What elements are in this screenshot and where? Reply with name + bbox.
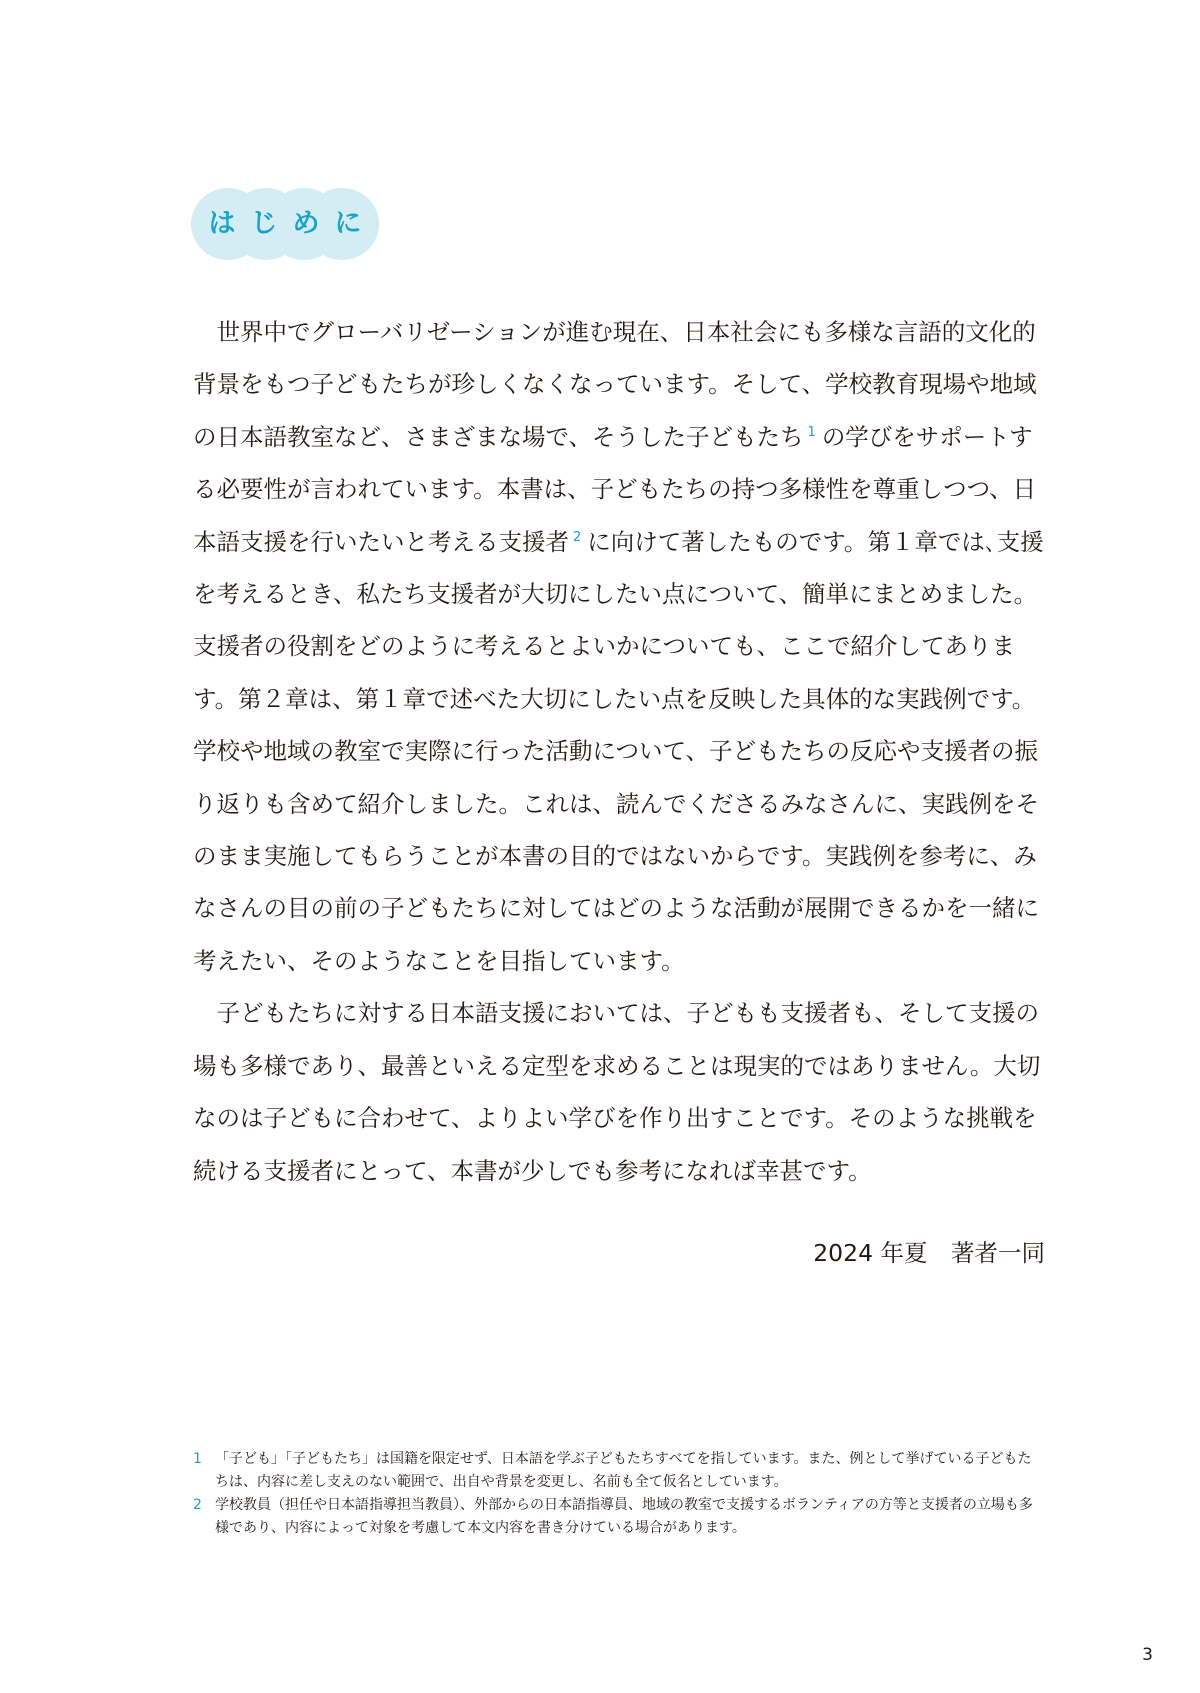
footnotes — [193, 1448, 1045, 1540]
footnote-1 — [193, 1448, 1045, 1494]
body-text — [193, 306, 1045, 1197]
page-number: 3 — [1142, 1645, 1153, 1665]
footnote-number: 2 — [193, 1497, 202, 1513]
footnote-ref-2: 2 — [573, 529, 582, 545]
footnote-text: 学校教員（担任や日本語指導担当教員）、外部からの日本語指導員、地域の教室で支援するボランティアの方等と支援者の立場も多様であり、内容によって対象を考慮して本文内容を書き分けている場合があります。 — [215, 1497, 1033, 1536]
paragraph-1 — [193, 306, 1045, 987]
page-heading: はじめに — [208, 208, 377, 239]
signature: 2024 年夏 著者一同 — [813, 1239, 1045, 1267]
footnote-2 — [193, 1494, 1045, 1540]
paragraph-2: 子どもたちに対する日本語支援においては、子どもも支援者も、そして支援の場も多様であり、最善といえる定型を求めることは現実的ではありません。大切なのは子どもに合わせて、よりよい学びを作り出すことです。そのような挑戦を続ける支援者にとって、本書が少しでも参考になれば幸甚です。 — [193, 999, 1041, 1185]
heading-badge — [191, 188, 379, 260]
footnote-number: 1 — [193, 1451, 202, 1467]
paragraph-1-text-a: 世界中でグローバリゼーションが進む現在、日本社会にも多様な言語的文化的背景をもつ子どもたちが珍しくなくなっています。そして、学校教育現場や地域の日本語教室など、さまざまな場で、そうした子どもたち — [193, 318, 1037, 451]
footnote-text: 「子ども」「子どもたち」は国籍を限定せず、日本語を学ぶ子どもたちすべてを指しています。また、例として挙げている子どもたちは、内容に差し支えのない範囲で、出自や背景を変更し、名前も全て仮名としています。 — [215, 1451, 1032, 1490]
paragraph-1-text-c: に向けて著したものです。第１章では､支援を考えるとき、私たち支援者が大切にしたい点について、簡単にまとめました。支援者の役割をどのように考えるとよいかについても、ここで紹介してあります。第２章は、第１章で述べた大切にしたい点を反映した具体的な実践例です。学校や地域の教室で実際に行った活動について、子どもたちの反応や支援者の振り返りも含めて紹介しました。これは、読んでくださるみなさんに、実践例をそのまま実施してもらうことが本書の目的ではないからです。実践例を参考に、みなさんの目の前の子どもたちに対してはどのような活動が展開できるかを一緒に考えたい、そのようなことを目指しています。 — [193, 527, 1044, 975]
paragraph-1-text-b: の学びをサポートする必要性が言われています。本書は、子どもたちの持つ多様性を尊重しつつ、日本語支援を行いたいと考える支援者 — [193, 422, 1037, 556]
footnote-ref-1: 1 — [807, 424, 816, 440]
